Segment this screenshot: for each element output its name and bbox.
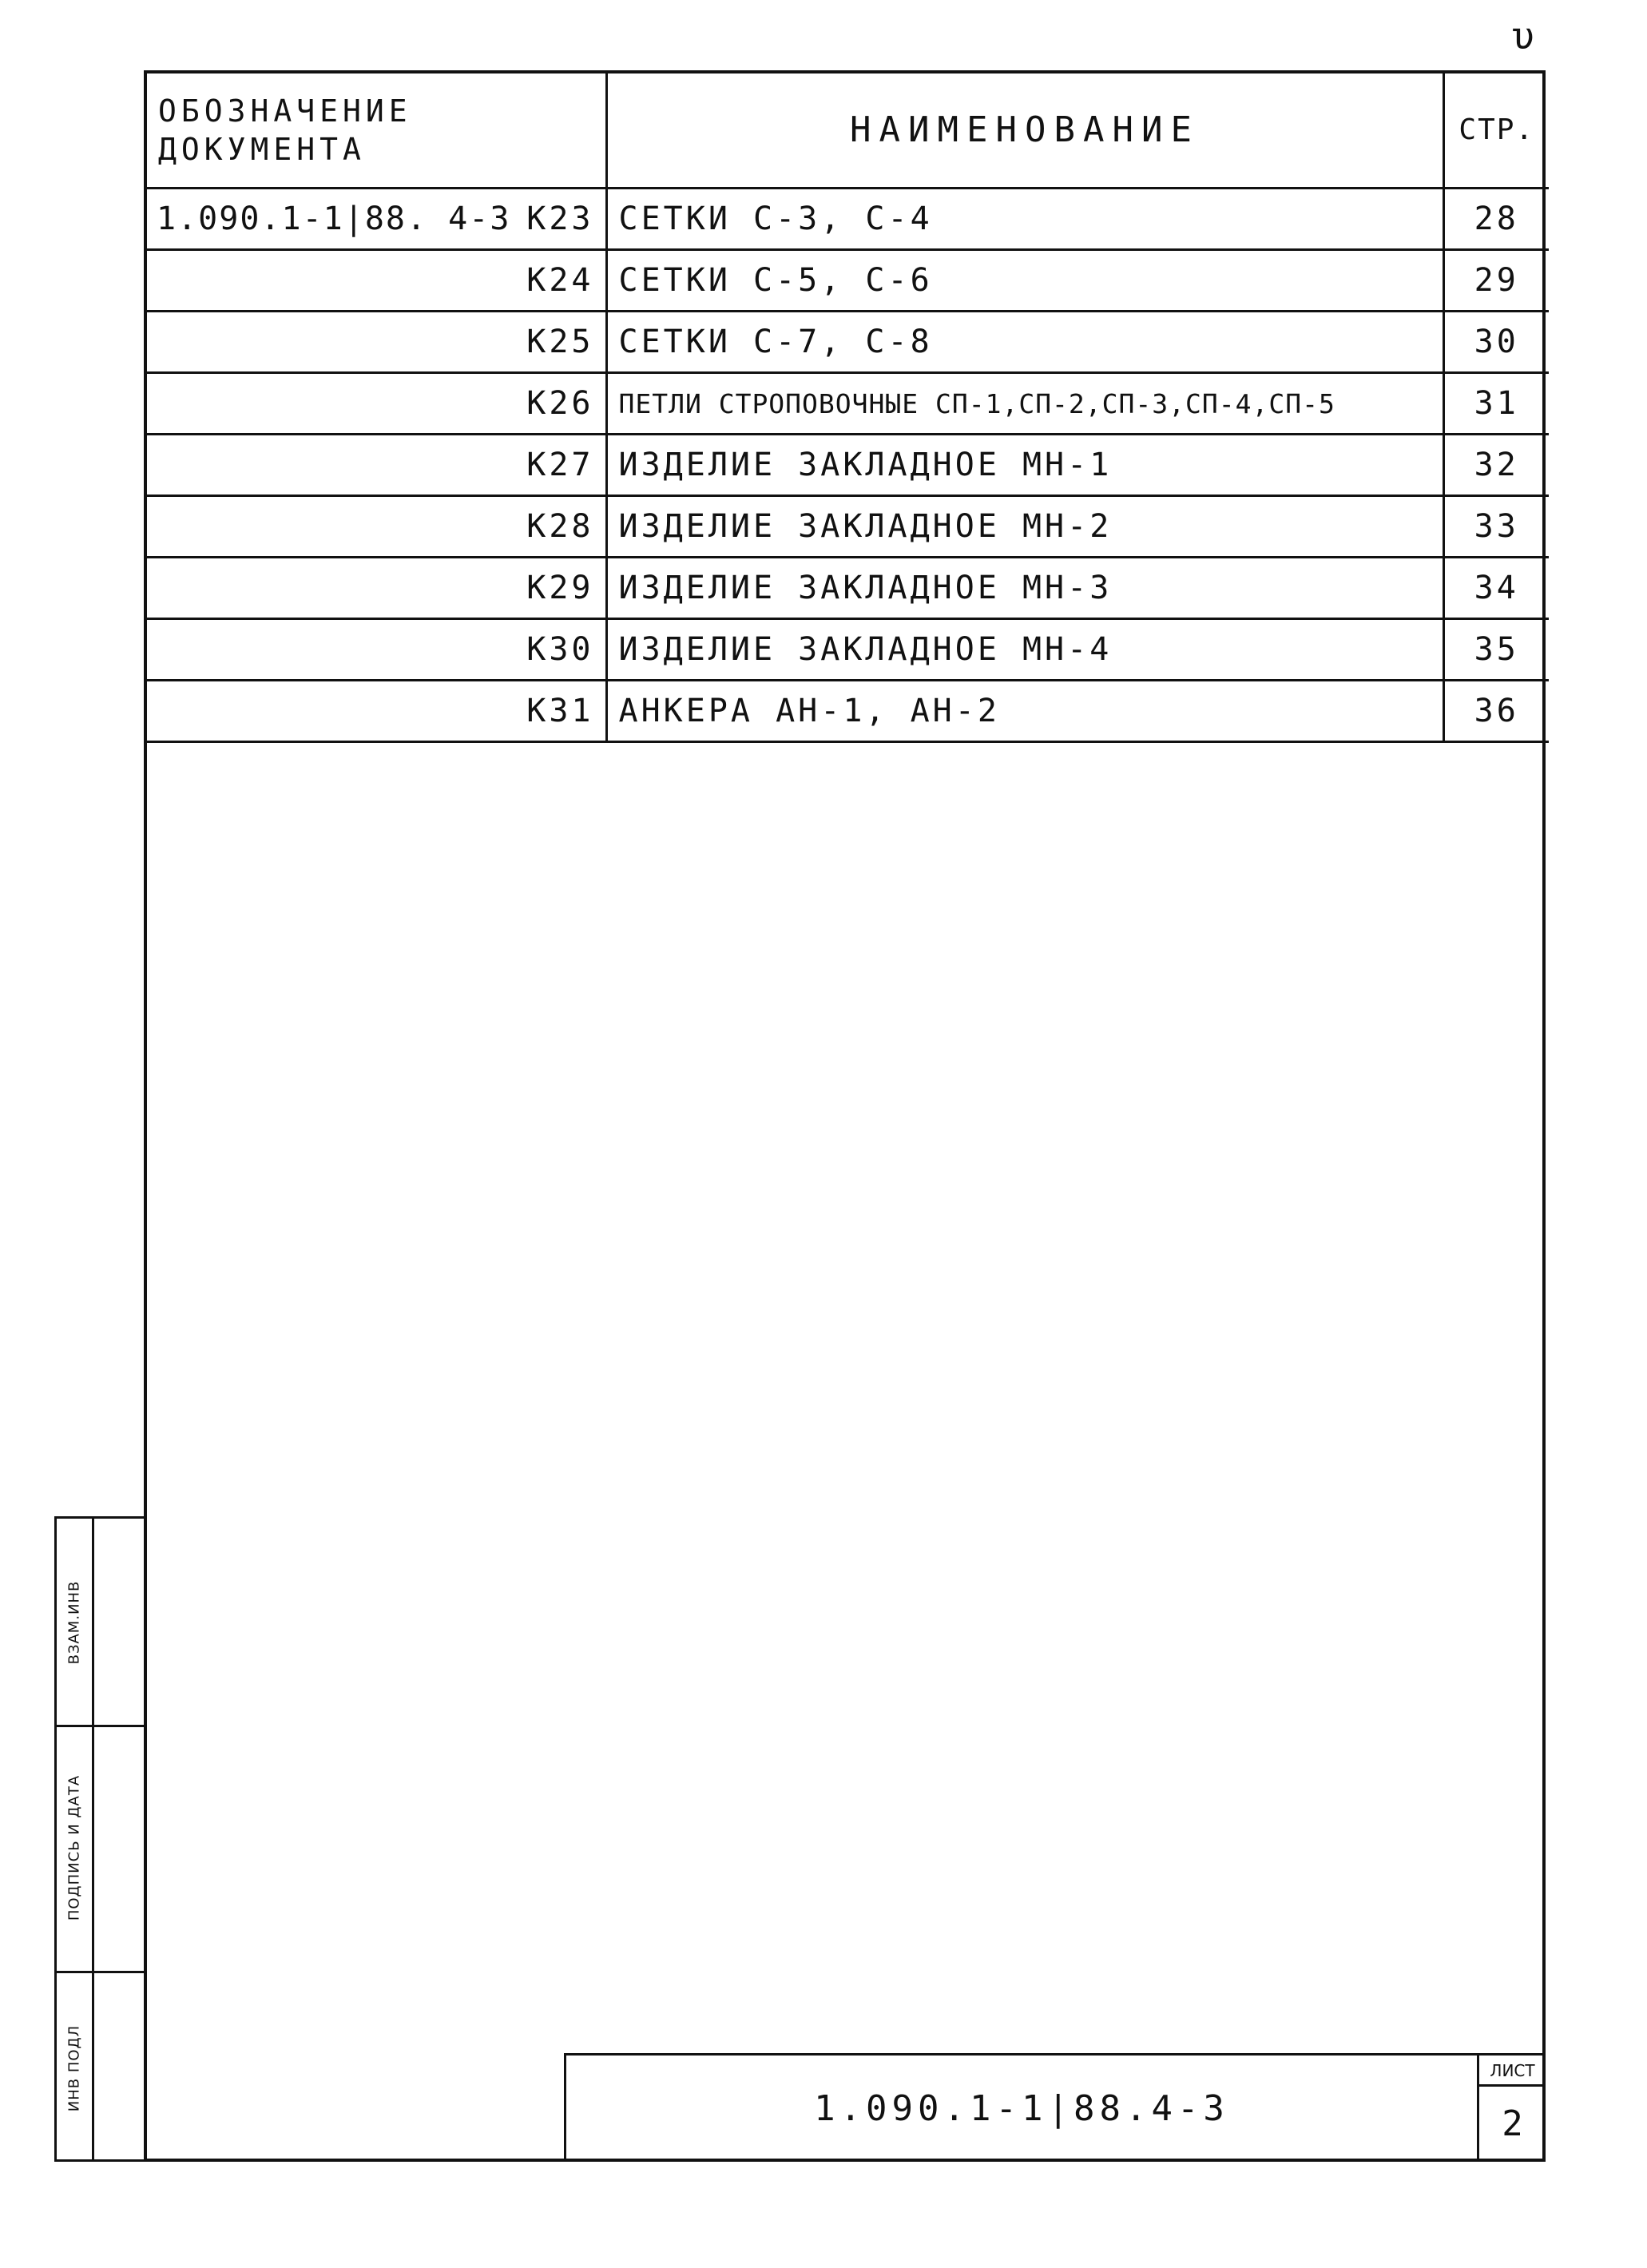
row-code: К24 [526,262,594,299]
row-name: ИЗДЕЛИЕ ЗАКЛАДНОЕ МН-2 [606,496,1443,558]
row-page: 31 [1443,373,1549,435]
row-page: 32 [1443,435,1549,496]
strip-divider [57,1971,144,1973]
table-row [147,312,1549,373]
table-row [147,373,1549,435]
row-page: 29 [1443,250,1549,312]
row-page: 28 [1443,189,1549,250]
row-code-cell [147,435,606,496]
strip-divider [57,1725,144,1727]
row-code: К23 [526,201,594,237]
row-code-cell [147,558,606,619]
row-code-cell [147,312,606,373]
row-code: К27 [526,447,594,483]
row-code: К29 [526,570,594,606]
row-code-cell [147,681,606,742]
table-row [147,250,1549,312]
table-row [147,619,1549,681]
header-document-designation [147,73,606,189]
table-row [147,681,1549,742]
row-name: ИЗДЕЛИЕ ЗАКЛАДНОЕ МН-4 [606,619,1443,681]
label-original-inventory: ИНВ ПОДЛ [65,2024,83,2112]
header-code-line2: ДОКУМЕНТА [158,132,366,167]
title-block-stamp [564,2053,1546,2162]
row-page: 33 [1443,496,1549,558]
row-page: 35 [1443,619,1549,681]
table-row [147,435,1549,496]
contents-table [147,73,1549,743]
side-stamp-strip [54,1516,144,2162]
row-code-cell [147,619,606,681]
row-page: 30 [1443,312,1549,373]
corner-mark: υ [1512,14,1534,58]
row-page: 36 [1443,681,1549,742]
row-name: АНКЕРА АН-1, АН-2 [606,681,1443,742]
row-code: К25 [526,324,594,360]
strip-divider [92,1519,94,2159]
header-page: СТР. [1443,73,1549,189]
row-name: СЕТКИ С-5, С-6 [606,250,1443,312]
row-code: К28 [526,508,594,545]
row-page: 34 [1443,558,1549,619]
label-signature-date: ПОДПИСЬ И ДАТА [65,1774,83,1921]
row-code: К30 [526,631,594,668]
sheet-number: 2 [1477,2087,1546,2162]
label-replacement-inventory: ВЗАМ.ИНВ [65,1580,83,1665]
row-name: ПЕТЛИ СТРОПОВОЧНЫЕ СП-1,СП-2,СП-3,СП-4,СП-5 [606,373,1443,435]
header-name: НАИМЕНОВАНИЕ [606,73,1443,189]
row-code: К26 [526,385,594,422]
header-code-line1: ОБОЗНАЧЕНИЕ [158,93,412,129]
row-code-cell [147,496,606,558]
row-code-cell [147,250,606,312]
row-document-number: 1.090.1-1|88. 4-3 [157,201,511,237]
drawing-sheet [144,70,1546,2162]
sheet-label: ЛИСТ [1477,2053,1546,2087]
row-code-cell [147,189,606,250]
table-row [147,189,1549,250]
table-header-row [147,73,1549,189]
row-name: ИЗДЕЛИЕ ЗАКЛАДНОЕ МН-3 [606,558,1443,619]
table-row [147,558,1549,619]
table-row [147,496,1549,558]
row-code: К31 [526,693,594,729]
document-cipher: 1.090.1-1|88.4-3 [564,2053,1477,2162]
row-name: ИЗДЕЛИЕ ЗАКЛАДНОЕ МН-1 [606,435,1443,496]
row-name: СЕТКИ С-3, С-4 [606,189,1443,250]
row-name: СЕТКИ С-7, С-8 [606,312,1443,373]
row-code-cell [147,373,606,435]
